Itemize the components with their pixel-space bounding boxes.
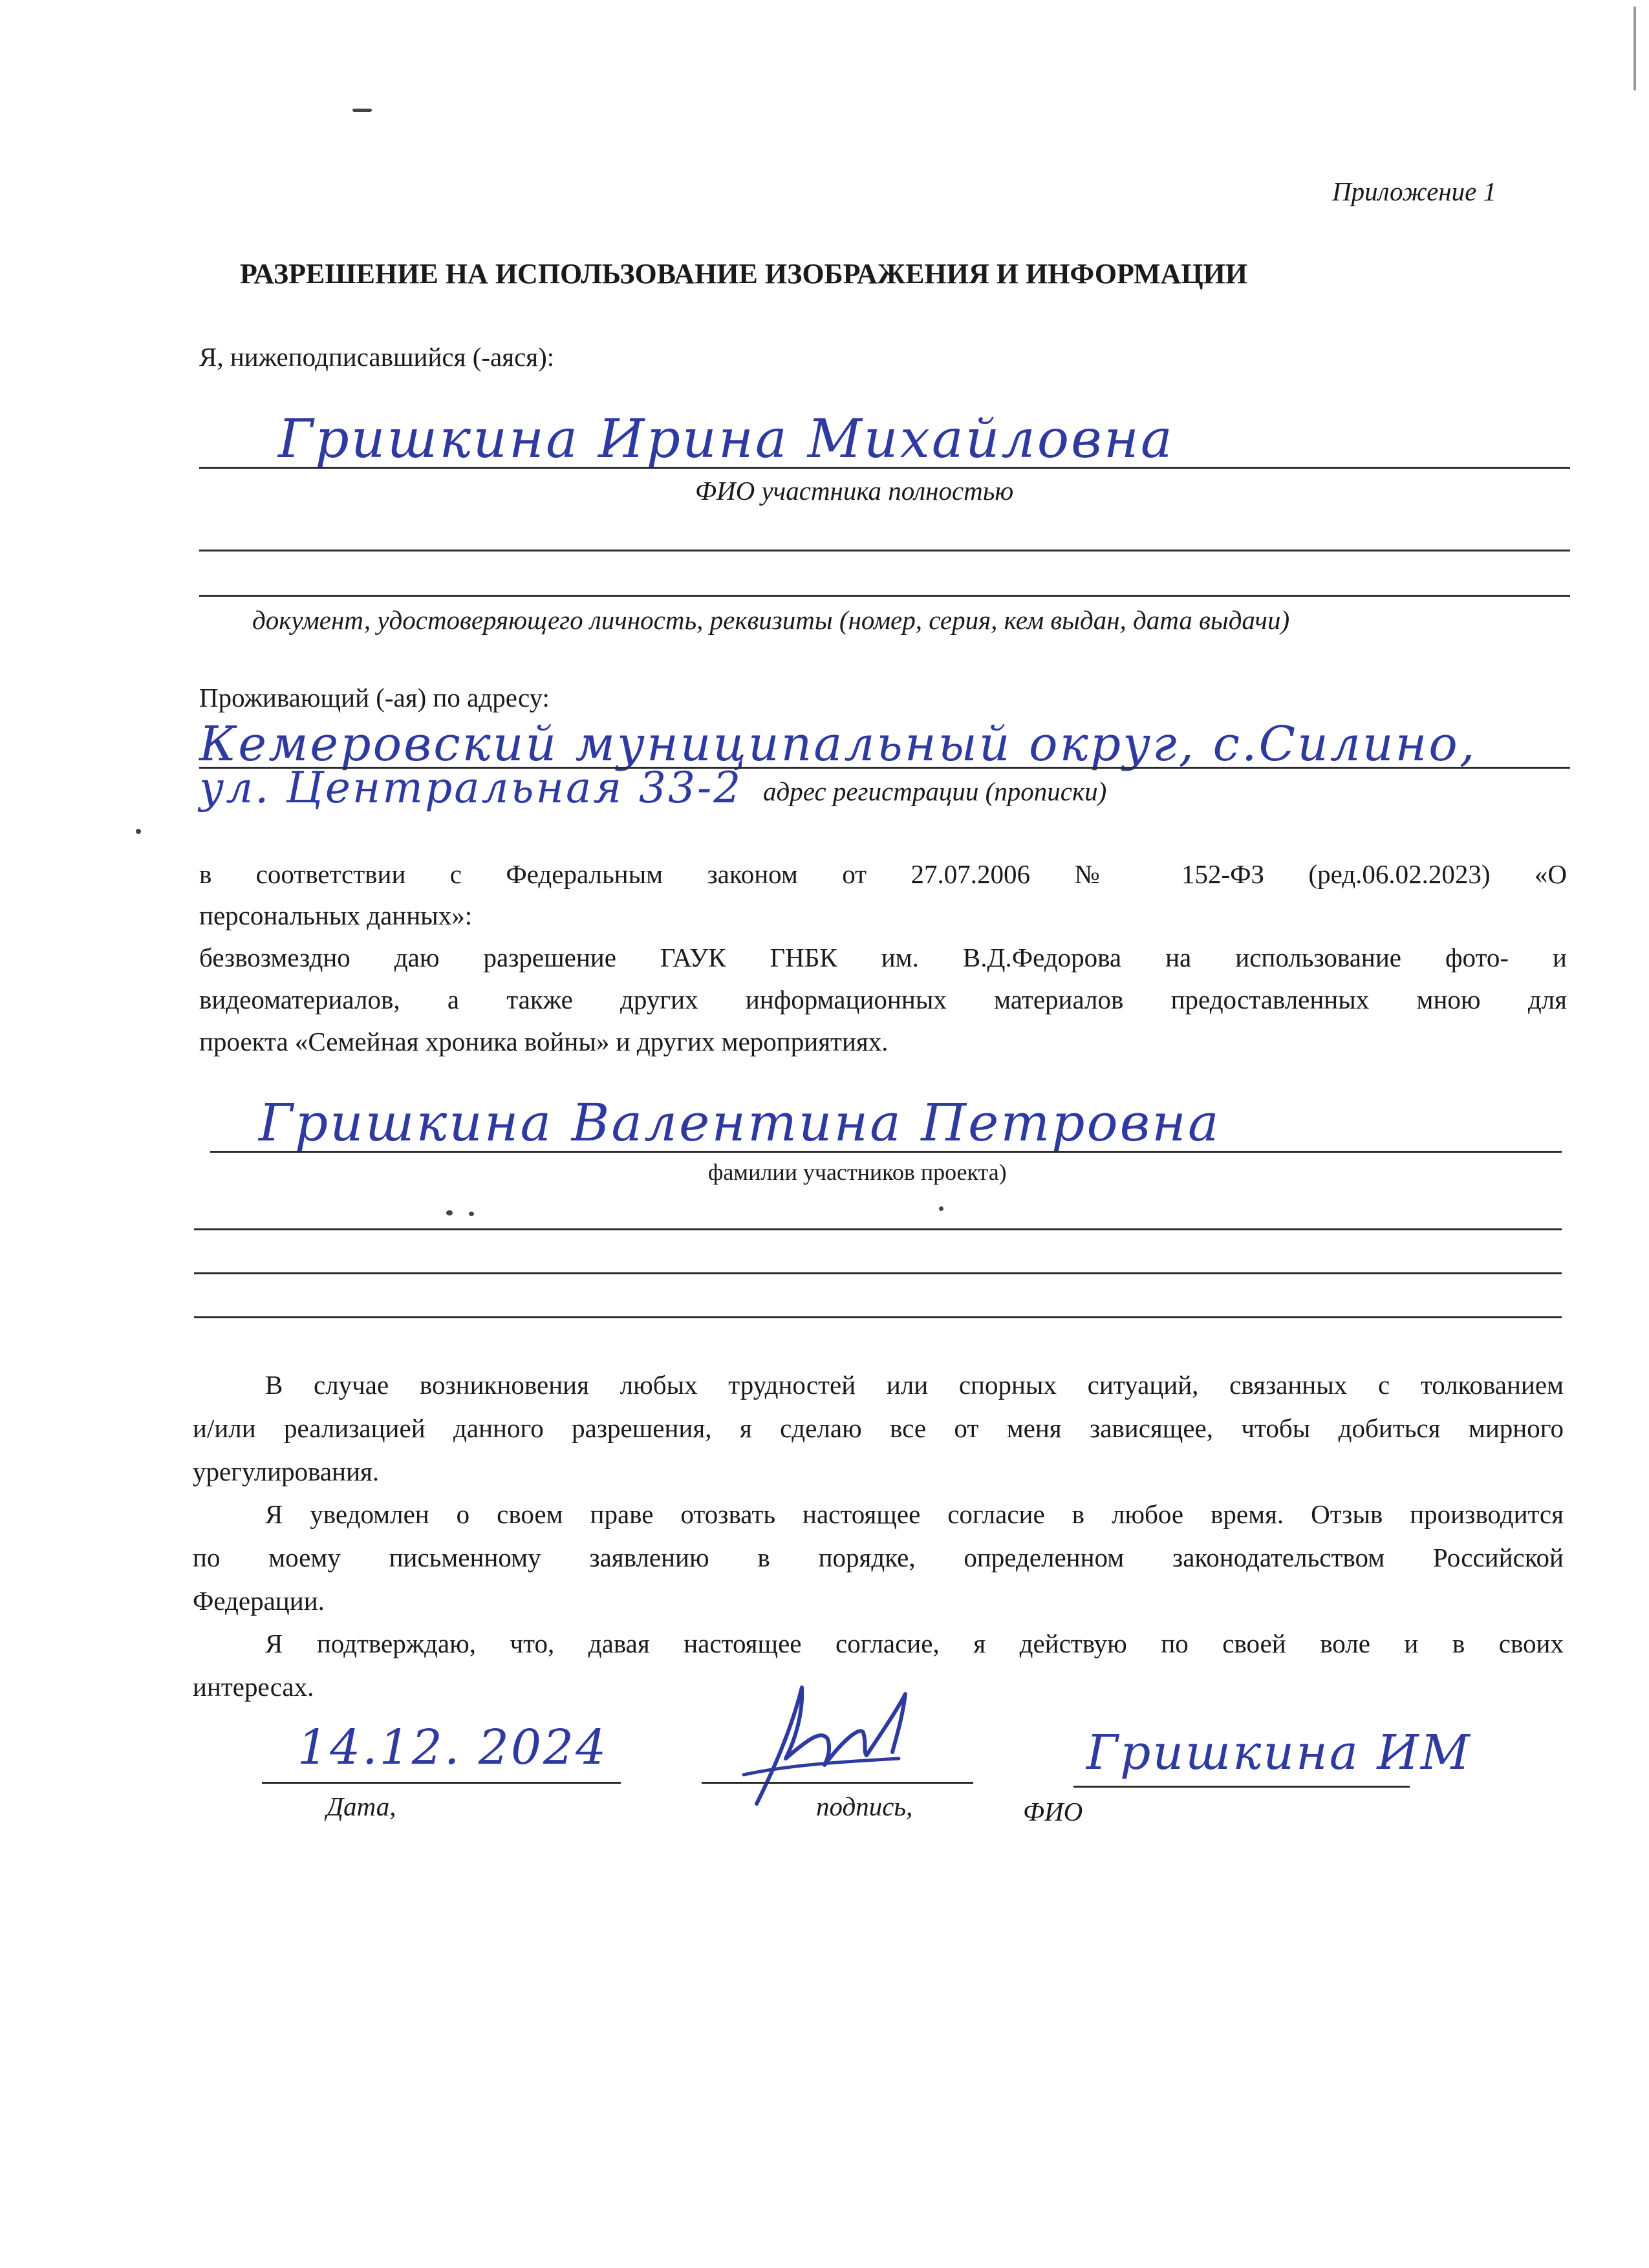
- appendix-label: Приложение 1: [1332, 177, 1497, 206]
- scan-speck: [352, 109, 372, 112]
- scan-speck: [469, 1212, 474, 1216]
- fio-caption: ФИО: [1023, 1797, 1083, 1826]
- clause-1-line-1: В случае возникновения любых трудностей или спорных ситуаций, связанных с толкованием: [265, 1370, 1564, 1400]
- participants-line-4: [194, 1316, 1562, 1318]
- signature-line: [702, 1782, 973, 1784]
- date-line: [262, 1782, 621, 1784]
- clause-1-line-2: и/или реализацией данного разрешения, я сделаю все от меня зависящее, чтобы добиться мирного: [193, 1413, 1564, 1443]
- address-intro: Проживающий (-ая) по адресу:: [199, 683, 550, 712]
- scan-speck: [136, 829, 141, 834]
- document-line-2: [199, 595, 1570, 597]
- scan-edge-mark: [1633, 6, 1636, 91]
- clause-3-line-2: интересах.: [193, 1672, 314, 1702]
- participant-name-line: [199, 467, 1570, 469]
- permission-line-1: безвозмездно даю разрешение ГАУК ГНБК им. В.Д.Федорова на использование фото- и: [199, 943, 1567, 972]
- document-title-text: РАЗРЕШЕНИЕ НА ИСПОЛЬЗОВАНИЕ ИЗОБРАЖЕНИЯ И ИНФОРМАЦИИ: [239, 258, 1247, 290]
- scan-speck: [446, 1210, 453, 1215]
- address-caption: адрес регистрации (прописки): [763, 776, 1107, 806]
- participant-intro: Я, нижеподписавшийся (-аяся):: [199, 342, 555, 372]
- participant-name-handwritten: Гришкина Ирина Михайловна: [278, 409, 1174, 470]
- project-participants-handwritten: Гришкина Валентина Петровна: [259, 1093, 1221, 1153]
- project-participants-line: [210, 1151, 1562, 1153]
- participant-name-caption: ФИО участника полностью: [695, 476, 1014, 506]
- scan-speck: [939, 1206, 943, 1211]
- participants-line-3: [194, 1272, 1562, 1274]
- date-handwritten: 14.12. 2024: [297, 1720, 609, 1775]
- clause-3-line-1: Я подтверждаю, что, давая настоящее согласие, я действую по своей воле и в своих: [265, 1629, 1564, 1658]
- date-caption: Дата,: [327, 1792, 396, 1821]
- project-participants-caption: фамилии участников проекта): [708, 1159, 1007, 1185]
- signature-caption: подпись,: [816, 1792, 913, 1821]
- document-line-1: [199, 550, 1570, 551]
- permission-line-2: видеоматериалов, а также других информационных материалов предоставленных мною для: [199, 985, 1567, 1014]
- address-line2-handwritten: ул. Центральная 33-2: [199, 763, 743, 813]
- law-line-2: персональных данных»:: [199, 901, 473, 930]
- fio-line: [1073, 1786, 1410, 1788]
- clause-2-line-2: по моему письменному заявлению в порядке, определенном законодательством Российской: [193, 1543, 1564, 1572]
- clause-2-line-3: Федерации.: [193, 1586, 325, 1616]
- fio-handwritten: Гришкина ИМ: [1086, 1725, 1472, 1781]
- clause-1-line-3: урегулирования.: [193, 1457, 380, 1486]
- address-line1-handwritten: Кемеровский муниципальный округ, с.Силино,: [199, 716, 1477, 772]
- permission-line-3: проекта «Семейная хроника войны» и других мероприятиях.: [199, 1027, 889, 1056]
- law-line-1: в соответствии с Федеральным законом от 27.07.2006 № 152-ФЗ (ред.06.02.2023) «О: [199, 859, 1567, 889]
- participants-line-2: [194, 1228, 1562, 1230]
- document-title: [0, 257, 1487, 292]
- document-caption: документ, удостоверяющего личность, реквизиты (номер, серия, кем выдан, дата выдачи): [252, 605, 1290, 635]
- clause-2-line-1: Я уведомлен о своем праве отозвать настоящее согласие в любое время. Отзыв производится: [265, 1499, 1564, 1529]
